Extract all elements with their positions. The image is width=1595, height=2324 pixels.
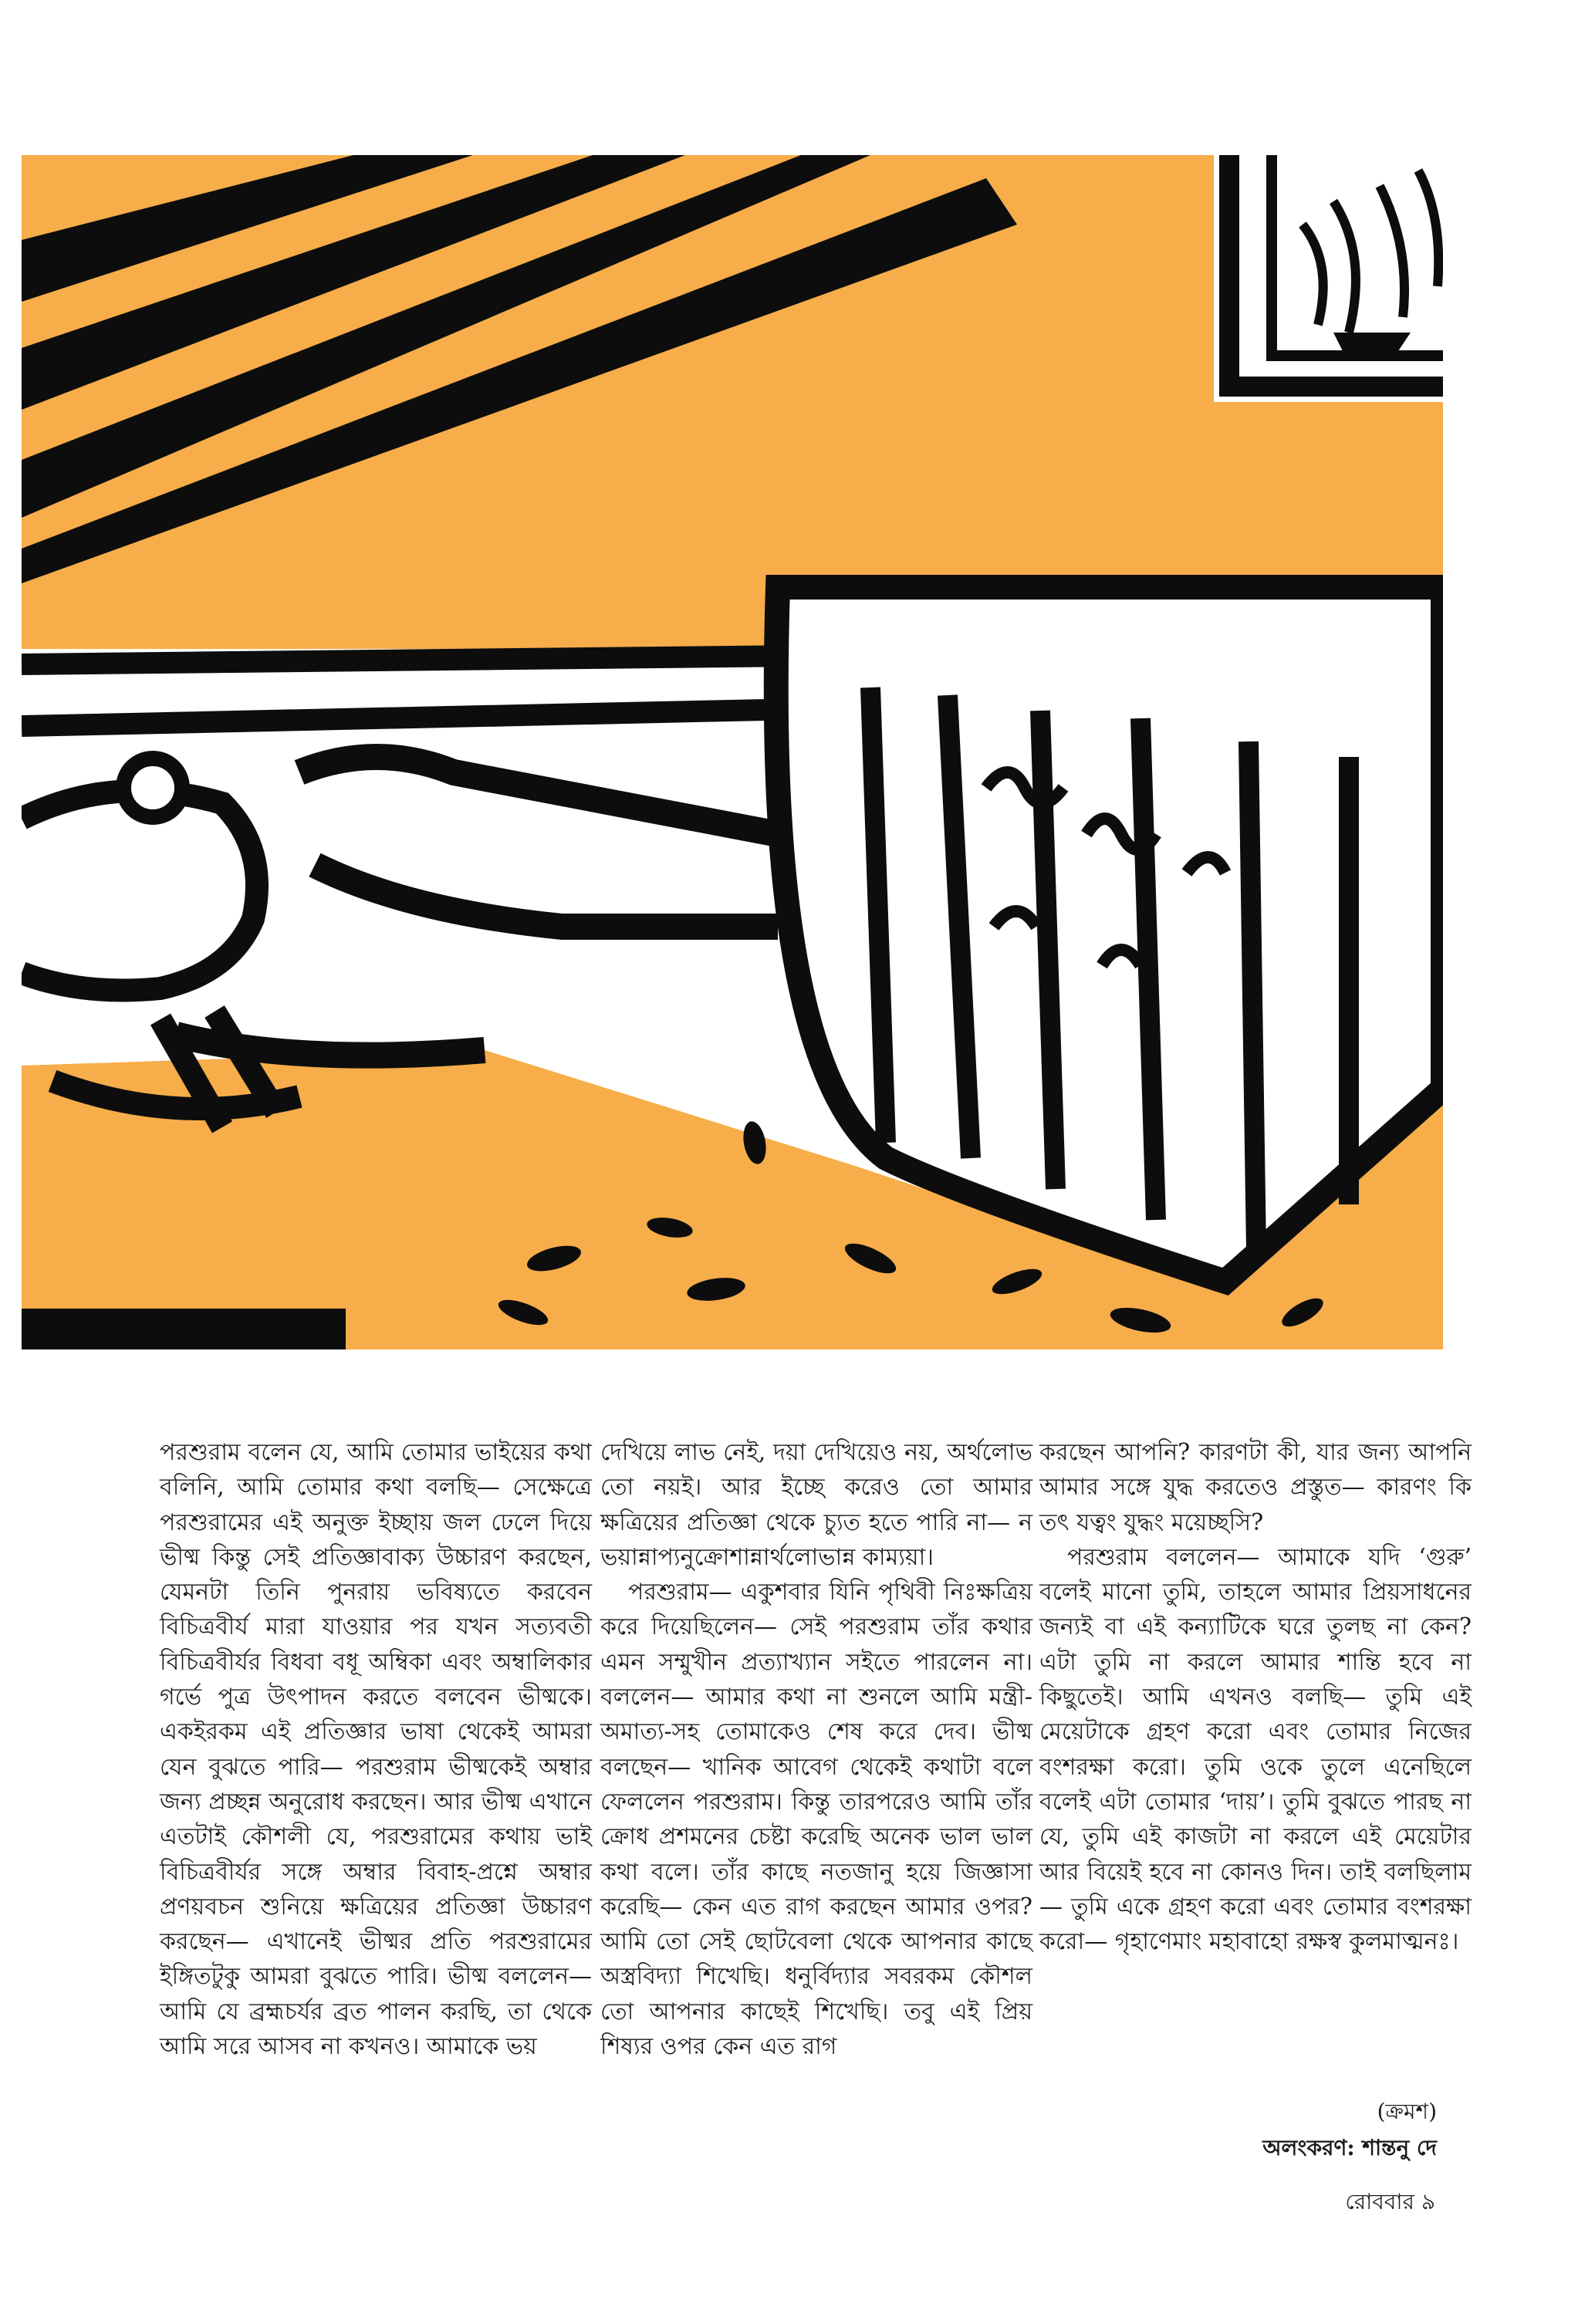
paragraph: দেখিয়ে লাভ নেই, দয়া দেখিয়েও নয়, অর্থলোভ তো নয়ই। আর ইচ্ছে করেও তো আমার ক্ষত্রিয়ের প্রতিজ্ঞা থেকে চ্যুত হতে পারি না— ন ভয়ান্নাপ্যনুক্রোশান্নার্থলোভান্ন কাম্যয়া। <box>600 1439 1032 1571</box>
publication-name: রোববার <box>1345 2189 1414 2214</box>
floor-band <box>22 1309 346 1349</box>
page-folio <box>1345 2185 1435 2221</box>
illustration <box>22 155 1443 1349</box>
text-column-2 <box>600 1435 1032 2064</box>
window-frame <box>1214 155 1443 402</box>
illustration-credit <box>1262 2131 1437 2167</box>
text-column-3 <box>1039 1435 1472 1959</box>
continued-note: (ক্রমশ) <box>1377 2099 1437 2124</box>
credit-name: শান্তনু দে <box>1362 2135 1437 2160</box>
page-number: ৯ <box>1421 2189 1435 2214</box>
paragraph: পরশুরাম বললেন— আমাকে যদি ‘গুরু’ বলেই মানো তুমি, তাহলে আমার প্রিয়সাধনের জন্যই বা এই কন্যাটিকে ঘরে তুলছ না কেন? এটা তুমি না করলে আমার শান্তি হবে না কিছুতেই। আমি এখনও বলছি— তুমি এই মেয়েটাকে গ্রহণ করো এবং তোমার নিজের বংশরক্ষা করো। তুমি ওকে তুলে এনেছিলে বলেই এটা তোমার ‘দায়’। তুমি বুঝতে পারছ না যে, তুমি এই কাজটা না করলে এই মেয়েটার আর বিয়েই হবে না কোনও দিন। তাই বলছিলাম— তুমি একে গ্রহণ করো এবং তোমার বংশরক্ষা করো— গৃহাণেমাং মহাবাহো রক্ষস্ব কুলমাত্মনঃ। <box>1039 1543 1472 1956</box>
credit-label: অলংকরণ: <box>1262 2135 1355 2160</box>
paragraph: পরশুরাম— একুশবার যিনি পৃথিবী নিঃক্ষত্রিয় করে দিয়েছিলেন— সেই পরশুরাম তাঁর কথার এমন সম্মুখীন প্রত্যাখ্যান সইতে পারলেন না। বললেন— আমার কথা না শুনলে আমি মন্ত্রী-অমাত্য-সহ তোমাকেও শেষ করে দেব। ভীষ্ম বলছেন— খানিক আবেগ থেকেই কথাটা বলে ফেললেন পরশুরাম। কিন্তু তারপরেও আমি তাঁর ক্রোধ প্রশমনের চেষ্টা করেছি অনেক ভাল ভাল কথা বলে। তাঁর কাছে নতজানু হয়ে জিজ্ঞাসা করেছি— কেন এত রাগ করছেন আমার ওপর? আমি তো সেই ছোটবেলা থেকে আপনার কাছে অস্ত্রবিদ্যা শিখেছি। ধনুর্বিদ্যার সবরকম কৌশল তো আপনার কাছেই শিখেছি। তবু এই প্রিয় শিষ্যর ওপর কেন এত রাগ <box>600 1579 1032 2061</box>
paragraph: পরশুরাম বলেন যে, আমি তোমার ভাইয়ের কথা বলিনি, আমি তোমার কথা বলছি— সেক্ষেত্রে পরশুরামের এই অনুক্ত ইচ্ছায় জল ঢেলে দিয়ে ভীষ্ম কিন্তু সেই প্রতিজ্ঞাবাক্য উচ্চারণ করছেন, যেমনটা তিনি পুনরায় ভবিষ্যতে করবেন বিচিত্রবীর্য মারা যাওয়ার পর যখন সত্যবতী বিচিত্রবীর্যর বিধবা বধূ অম্বিকা এবং অম্বালিকার গর্ভে পুত্র উৎপাদন করতে বলবেন ভীষ্মকে। একইরকম এই প্রতিজ্ঞার ভাষা থেকেই আমরা যেন বুঝতে পারি— পরশুরাম ভীষ্মকেই অম্বার জন্য প্রচ্ছন্ন অনুরোধ করছেন। আর ভীষ্ম এখানে এতটাই কৌশলী যে, পরশুরামের কথায় ভাই বিচিত্রবীর্যর সঙ্গে অম্বার বিবাহ-প্রশ্নে অম্বার প্রণয়বচন শুনিয়ে ক্ষত্রিয়ের প্রতিজ্ঞা উচ্চারণ করছেন— এখানেই ভীষ্মর প্রতি পরশুরামের ইঙ্গিতটুকু আমরা বুঝতে পারি। ভীষ্ম বললেন— আমি যে ব্রহ্মচর্যর ব্রত পালন করছি, তা থেকে আমি সরে আসব না কখনও। আমাকে ভয় <box>160 1439 592 2061</box>
text-column-1 <box>160 1435 592 2064</box>
paragraph: করছেন আপনি? কারণটা কী, যার জন্য আপনি আমার সঙ্গে যুদ্ধ করতেও প্রস্তুত— কারণং কি তৎ যত্বং যুদ্ধং ময়েচ্ছসি? <box>1039 1439 1472 1536</box>
